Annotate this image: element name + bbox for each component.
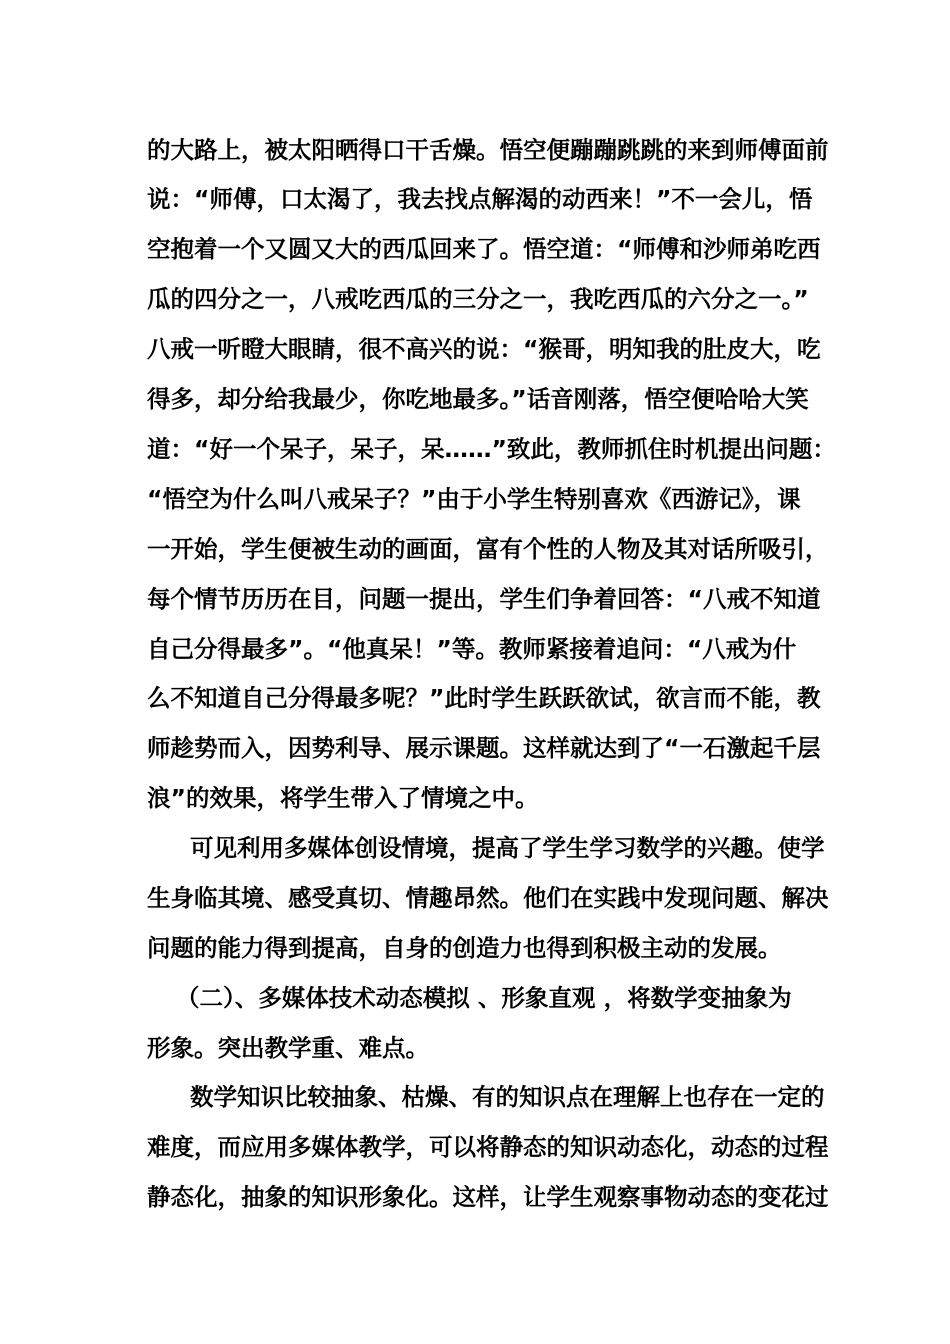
text-line: 每个情节历历在目，问题一提出，学生们争着回答：“八戒不知道	[147, 585, 821, 613]
text-line: 师趁势而入，因势利导、展示课题。这样就达到了“一石激起千层	[147, 734, 821, 762]
text-line: 道：“好一个呆子，呆子，呆……”致此，教师抓住时机提出问题：	[147, 435, 836, 463]
section-heading: （二）、多媒体技术动态模拟 、形象直观 ，将数学变抽象为	[176, 984, 792, 1012]
section-heading-continued: 形象。突出教学重、难点。	[147, 1034, 429, 1062]
text-line: 难度，而应用多媒体教学，可以将静态的知识动态化，动态的过程	[147, 1133, 829, 1161]
text-line: 自己分得最多”。“他真呆！”等。教师紧接着追问：“八戒为什	[147, 635, 797, 663]
text-line: 的大路上，被太阳晒得口干舌燥。悟空便蹦蹦跳跳的来到师傅面前	[147, 136, 829, 164]
text-line: 得多，却分给我最少，你吃地最多。”话音刚落，悟空便哈哈大笑	[147, 385, 809, 413]
text-line: 瓜的四分之一，八戒吃西瓜的三分之一，我吃西瓜的六分之一。”	[147, 285, 809, 313]
text-line: 说：“师傅，口太渴了，我去找点解渴的动西来！”不一会儿，悟	[147, 185, 813, 213]
text-line: 问题的能力得到提高，自身的创造力也得到积极主动的发展。	[147, 934, 782, 962]
text-line: 一开始，学生便被生动的画面，富有个性的人物及其对话所吸引，	[147, 535, 829, 563]
text-line: 可见利用多媒体创设情境，提高了学生学习数学的兴趣。使学	[190, 834, 825, 862]
text-line: 静态化，抽象的知识形象化。这样，让学生观察事物动态的变花过	[147, 1183, 829, 1211]
text-line: 么不知道自己分得最多呢？”此时学生跃跃欲试，欲言而不能，教	[147, 684, 821, 712]
text-line: 数学知识比较抽象、枯燥、有的知识点在理解上也存在一定的	[190, 1083, 825, 1111]
text-line: “悟空为什么叫八戒呆子？”由于小学生特别喜欢《西游记》，课	[147, 485, 801, 513]
text-line: 空抱着一个又圆又大的西瓜回来了。悟空道：“师傅和沙师弟吃西	[147, 235, 821, 263]
text-line: 八戒一听瞪大眼睛，很不高兴的说：“猴哥，明知我的肚皮大，吃	[147, 335, 821, 363]
text-line: 浪”的效果，将学生带入了情境之中。	[147, 784, 539, 812]
text-line: 生身临其境、感受真切、情趣昂然。他们在实践中发现问题、解决	[147, 884, 829, 912]
